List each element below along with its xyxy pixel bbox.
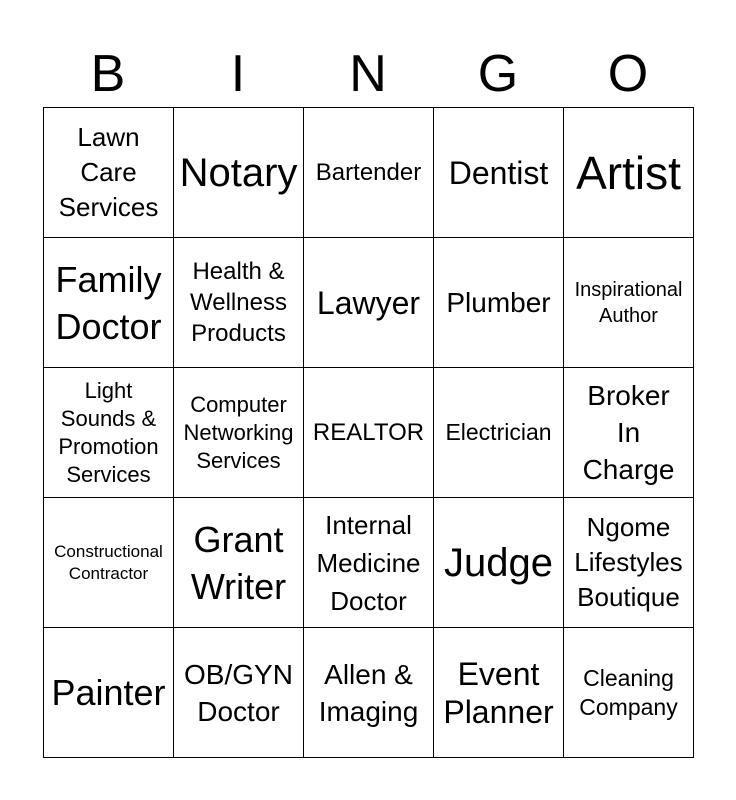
cell-text: Artist — [576, 146, 681, 199]
bingo-cell[interactable] — [564, 368, 694, 498]
bingo-cell[interactable] — [434, 628, 564, 758]
header-letter-n: N — [349, 45, 387, 103]
bingo-cell[interactable] — [434, 368, 564, 498]
bingo-cell[interactable] — [174, 368, 304, 498]
bingo-cell[interactable] — [564, 628, 694, 758]
bingo-cell[interactable] — [174, 628, 304, 758]
cell-text: Family Doctor — [55, 258, 162, 347]
cell-text: Computer Networking Services — [183, 391, 294, 473]
bingo-cell[interactable] — [304, 238, 434, 368]
header-letter-b: B — [90, 45, 126, 103]
bingo-cell[interactable] — [434, 238, 564, 368]
cell-text: Electrician — [445, 419, 552, 445]
bingo-cell[interactable] — [304, 628, 434, 758]
cell-text: Broker In Charge — [582, 380, 675, 485]
bingo-cell[interactable] — [44, 108, 174, 238]
cell-text: Inspirational Author — [574, 278, 683, 327]
bingo-cell[interactable] — [44, 498, 174, 628]
header-letter-i: I — [230, 45, 246, 103]
bingo-grid — [43, 107, 694, 758]
cell-text: Bartender — [315, 159, 422, 186]
bingo-cell[interactable] — [564, 238, 694, 368]
cell-text: Ngome Lifestyles Boutique — [574, 512, 683, 612]
bingo-cell[interactable] — [434, 108, 564, 238]
cell-text: Cleaning Company — [579, 664, 678, 720]
cell-text: Judge — [444, 540, 553, 585]
cell-text: REALTOR — [312, 419, 425, 446]
cell-text: Light Sounds & Promotion Services — [58, 377, 159, 487]
cell-text: Event Planner — [443, 655, 554, 730]
cell-text: Lawyer — [316, 284, 421, 321]
header-letter-g: G — [477, 45, 519, 103]
bingo-cell[interactable] — [564, 108, 694, 238]
cell-text: Dentist — [448, 154, 549, 191]
bingo-cell[interactable] — [304, 108, 434, 238]
cell-text: Allen & Imaging — [318, 658, 419, 727]
cell-text: Lawn Care Services — [58, 122, 159, 222]
bingo-cell[interactable] — [304, 498, 434, 628]
bingo-cell[interactable] — [304, 368, 434, 498]
cell-text: Plumber — [446, 287, 551, 318]
bingo-cell[interactable] — [44, 628, 174, 758]
bingo-cell[interactable] — [174, 238, 304, 368]
bingo-cell[interactable] — [434, 498, 564, 628]
cell-text: Painter — [51, 672, 166, 713]
cell-text: Constructional Contractor — [54, 541, 163, 583]
bingo-cell[interactable] — [174, 108, 304, 238]
cell-text: OB/GYN Doctor — [184, 658, 293, 727]
cell-text: Health & Wellness Products — [190, 258, 287, 347]
cell-text: Internal Medicine Doctor — [316, 509, 421, 616]
bingo-cell[interactable] — [564, 498, 694, 628]
header-letter-o: O — [607, 45, 649, 103]
bingo-cell[interactable] — [174, 498, 304, 628]
bingo-cell[interactable] — [44, 368, 174, 498]
bingo-cell[interactable] — [44, 238, 174, 368]
cell-text: Grant Writer — [190, 518, 287, 607]
bingo-header — [43, 42, 693, 106]
cell-text: Notary — [179, 150, 298, 195]
